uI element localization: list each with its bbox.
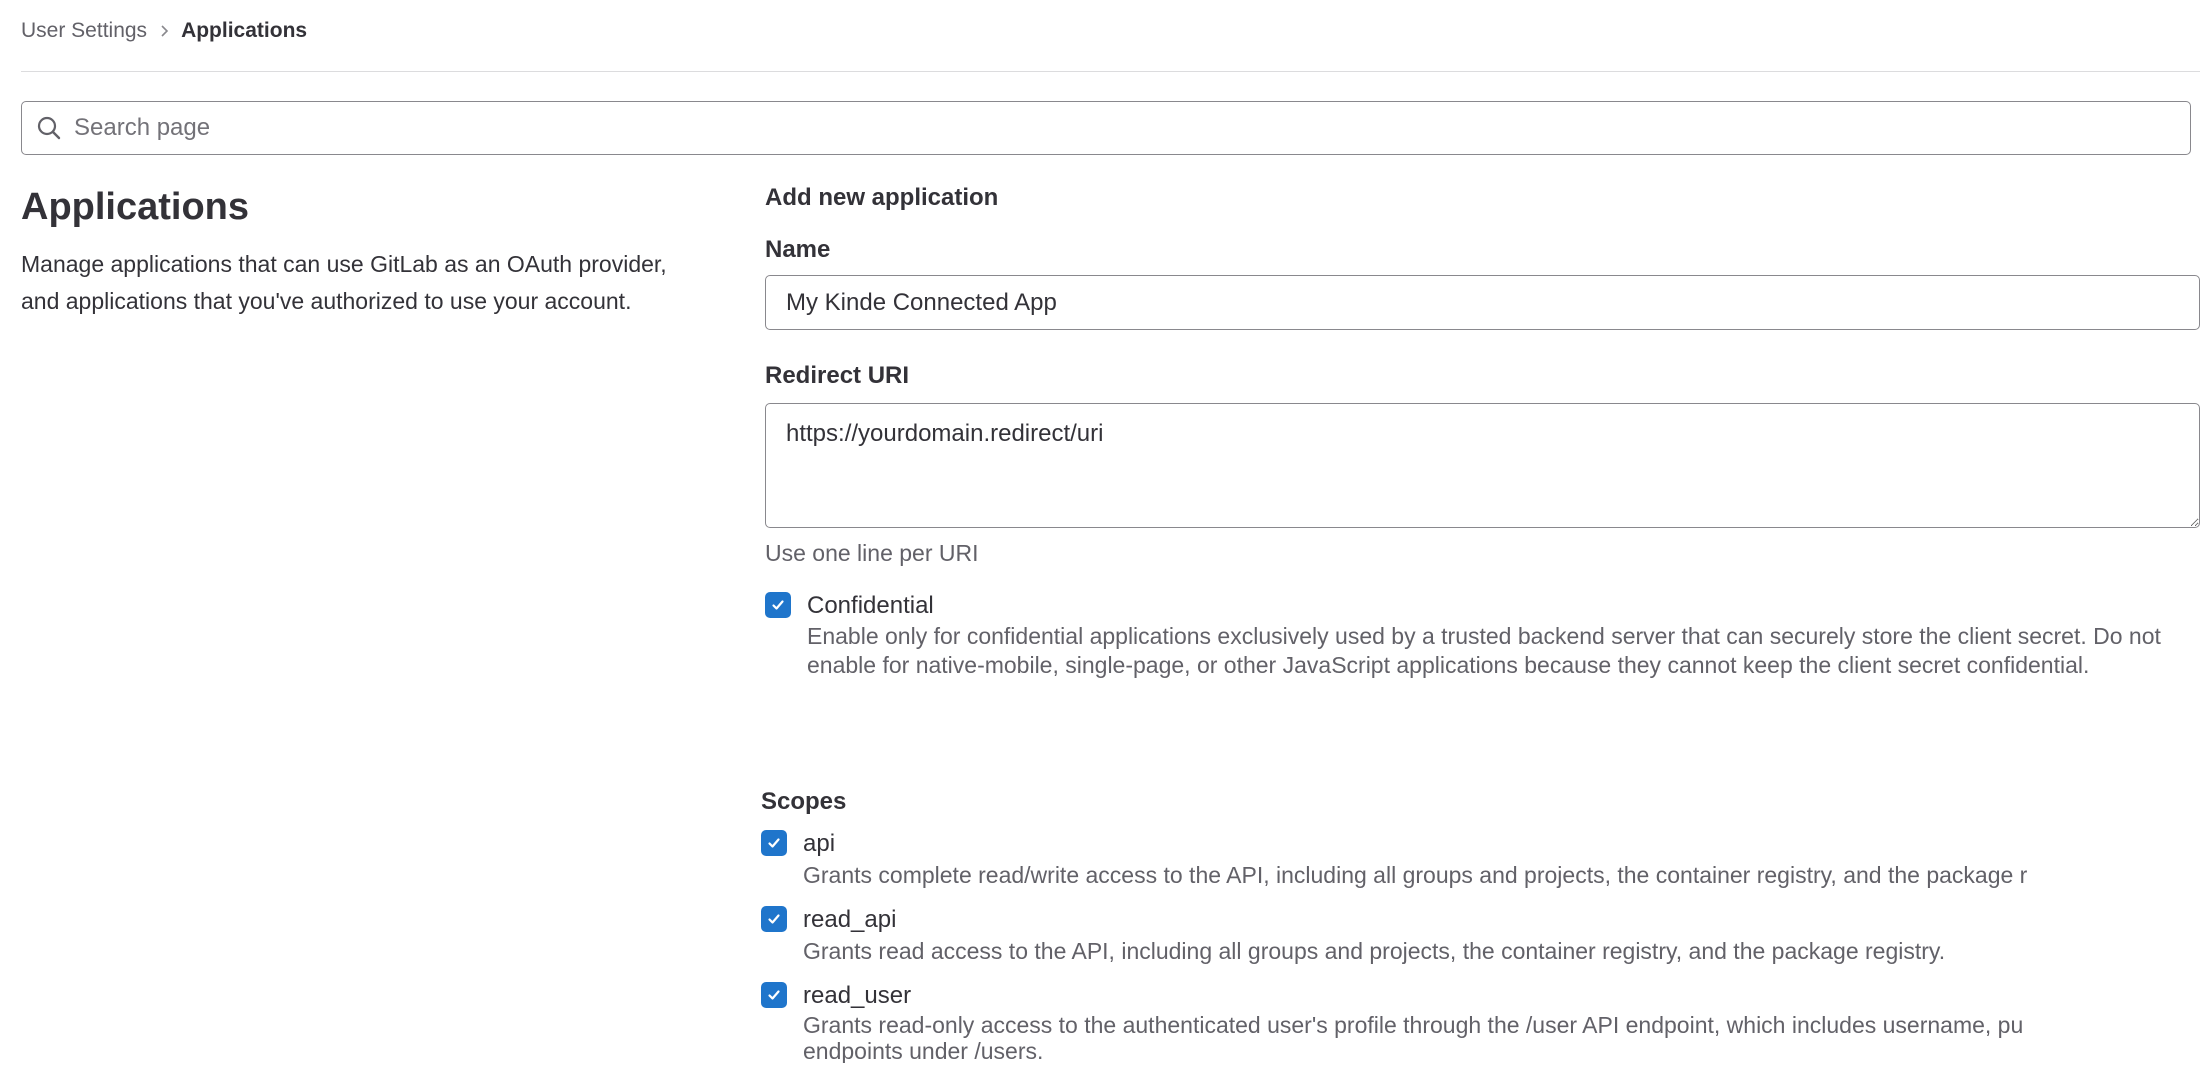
scope-api-label: api <box>803 830 836 857</box>
check-icon <box>770 597 786 613</box>
add-application-form <box>765 180 2200 680</box>
scope-read-user-description-line2: endpoints under /users. <box>803 1038 1044 1063</box>
search-box <box>21 101 2191 155</box>
scope-read-user-label: read_user <box>803 982 912 1009</box>
chevron-right-icon <box>159 24 169 38</box>
confidential-option <box>765 590 2200 680</box>
scope-api-description: Grants complete read/write access to the API, including all groups and projects, the container registry, and the package r <box>803 862 2028 888</box>
scope-read-user-description: Grants read-only access to the authenticated user's profile through the /user API endpoint, which includes username, pu <box>803 1012 2024 1038</box>
scope-api <box>761 828 2200 890</box>
redirect-uri-input[interactable] <box>765 403 2200 528</box>
scope-read-api-checkbox[interactable] <box>761 906 787 932</box>
search-input[interactable] <box>74 102 2190 154</box>
scope-api-checkbox[interactable] <box>761 830 787 856</box>
header-divider <box>21 71 2200 72</box>
name-label: Name <box>765 236 831 263</box>
form-heading: Add new application <box>765 184 999 211</box>
scope-read-user-checkbox[interactable] <box>761 982 787 1008</box>
confidential-description: Enable only for confidential applications exclusively used by a trusted backend server that can securely store the client secret. Do not enable for native-mobile, single-page, or other JavaScript applications because they cannot keep the client secret confidential. <box>807 623 2161 678</box>
confidential-checkbox[interactable] <box>765 592 791 618</box>
confidential-label: Confidential <box>807 592 934 619</box>
breadcrumb-applications: Applications <box>181 19 308 42</box>
page-title: Applications <box>21 186 250 228</box>
redirect-uri-label: Redirect URI <box>765 362 910 389</box>
section-description: Manage applications that can use GitLab as an OAuth provider, and applications that you've authorized to use your account. <box>21 251 667 314</box>
scope-read-user <box>761 980 2200 1063</box>
redirect-uri-help: Use one line per URI <box>765 540 979 566</box>
scope-read-api-label: read_api <box>803 906 897 933</box>
breadcrumb-user-settings[interactable]: User Settings <box>21 19 148 42</box>
scope-read-api-description: Grants read access to the API, including all groups and projects, the container registry, and the package registry. <box>803 938 1946 964</box>
check-icon <box>766 835 782 851</box>
search-icon <box>36 115 62 141</box>
scopes-label: Scopes <box>761 788 847 815</box>
scopes-section <box>761 784 2200 1063</box>
check-icon <box>766 911 782 927</box>
breadcrumb <box>21 14 307 48</box>
check-icon <box>766 987 782 1003</box>
settings-section-info <box>21 182 701 320</box>
name-input[interactable] <box>765 275 2200 330</box>
scope-read-api <box>761 904 2200 966</box>
